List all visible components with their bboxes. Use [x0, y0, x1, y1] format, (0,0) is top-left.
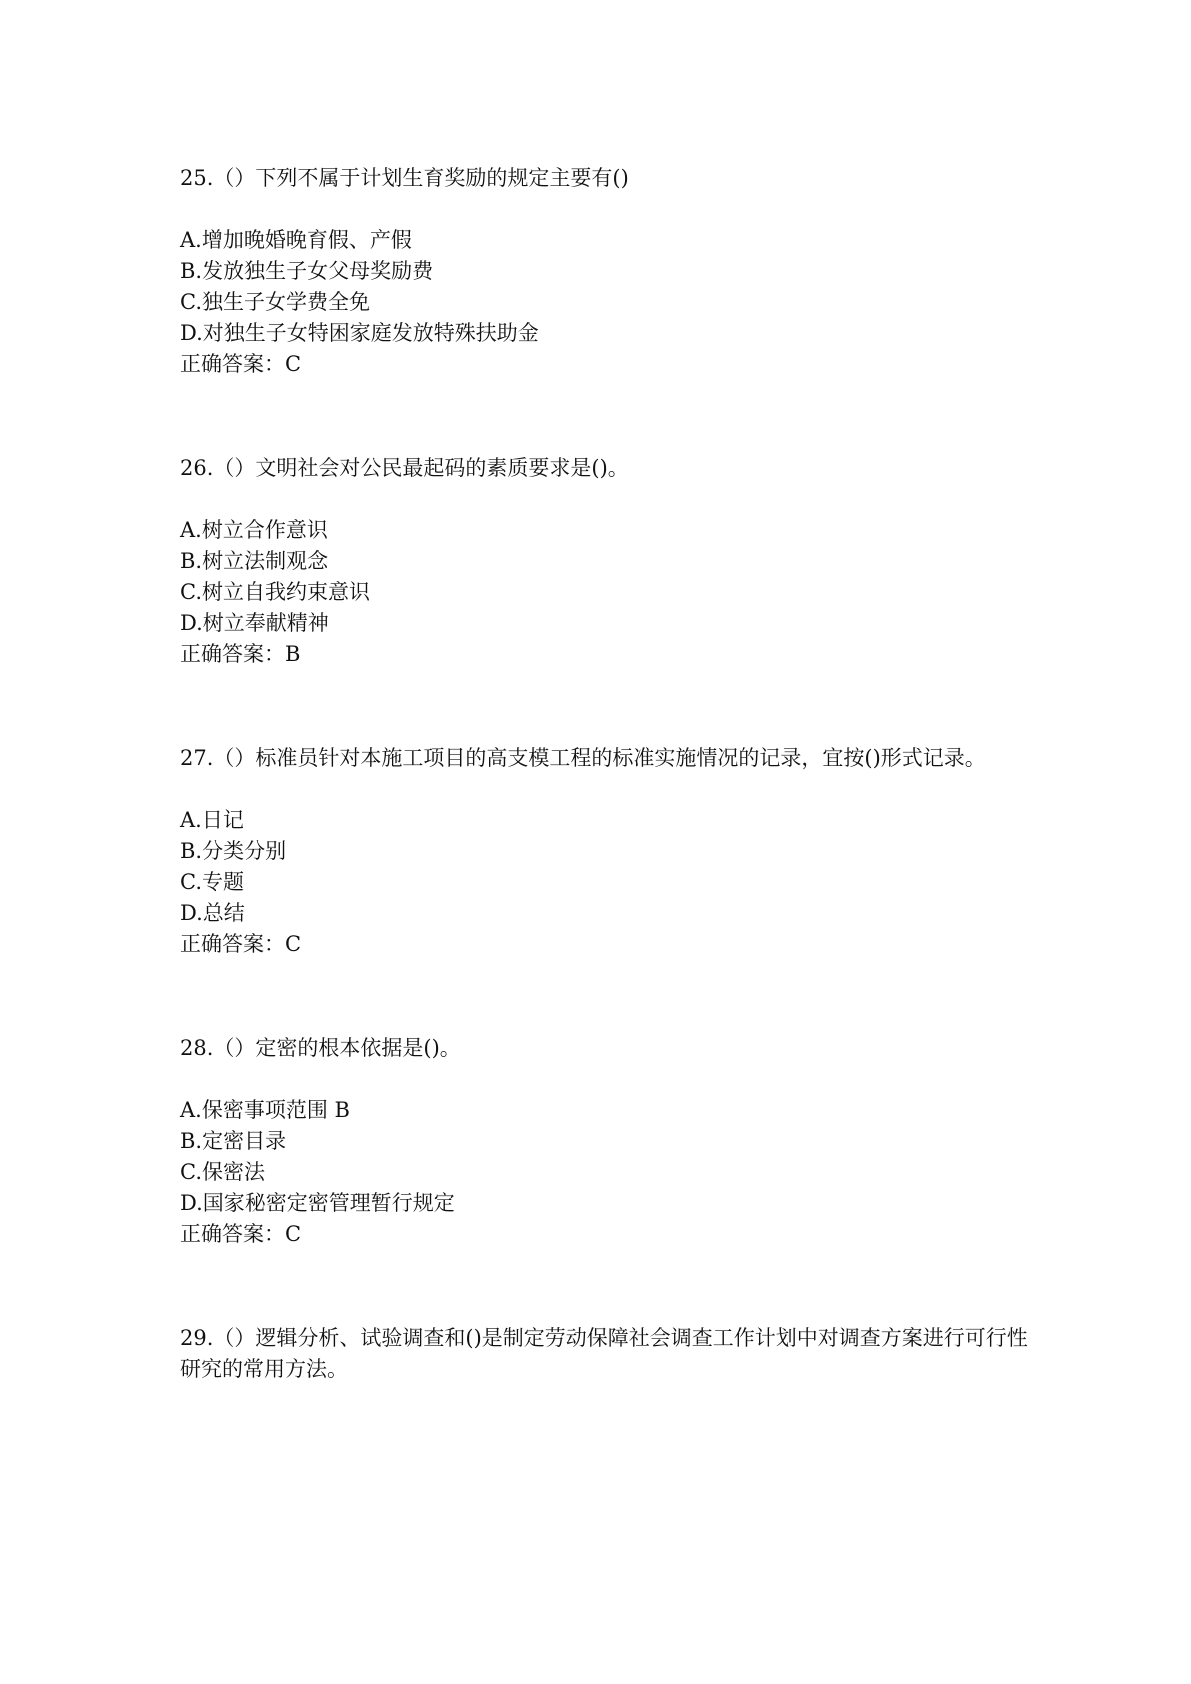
option-c: C.保密法 [180, 1160, 265, 1184]
option-b: B.定密目录 [180, 1129, 287, 1153]
option-list [180, 225, 1040, 349]
correct-answer: 正确答案：C [180, 932, 302, 956]
option-c: C.独生子女学费全免 [180, 290, 370, 314]
option-list [180, 1095, 1040, 1219]
option-b: B.分类分别 [180, 839, 287, 863]
question-27 [180, 743, 1040, 960]
question-28 [180, 1033, 1040, 1250]
option-d: D.树立奉献精神 [180, 611, 329, 635]
option-a: A.增加晚婚晚育假、产假 [180, 228, 412, 252]
option-list [180, 805, 1040, 929]
question-stem: 29.（）逻辑分析、试验调查和()是制定劳动保障社会调查工作计划中对调查方案进行可行性研究的常用方法。 [180, 1326, 1028, 1381]
option-c: C.专题 [180, 870, 244, 894]
option-b: B.发放独生子女父母奖励费 [180, 259, 434, 283]
option-d: D.总结 [180, 901, 245, 925]
option-list [180, 515, 1040, 639]
correct-answer: 正确答案：B [180, 642, 301, 666]
option-a: A.树立合作意识 [180, 518, 328, 542]
option-a: A.日记 [180, 808, 244, 832]
option-d: D.对独生子女特困家庭发放特殊扶助金 [180, 321, 539, 345]
correct-answer: 正确答案：C [180, 1222, 302, 1246]
question-25 [180, 163, 1040, 380]
question-stem: 25.（）下列不属于计划生育奖励的规定主要有() [180, 166, 629, 190]
question-stem: 26.（）文明社会对公民最起码的素质要求是()。 [180, 456, 629, 480]
question-stem: 28.（）定密的根本依据是()。 [180, 1036, 461, 1060]
question-29 [180, 1323, 1040, 1416]
question-stem: 27.（）标准员针对本施工项目的高支模工程的标准实施情况的记录，宜按()形式记录。 [180, 746, 986, 770]
question-26 [180, 453, 1040, 670]
option-a: A.保密事项范围 B [180, 1098, 350, 1122]
option-d: D.国家秘密定密管理暂行规定 [180, 1191, 455, 1215]
option-b: B.树立法制观念 [180, 549, 329, 573]
correct-answer: 正确答案：C [180, 352, 302, 376]
option-c: C.树立自我约束意识 [180, 580, 370, 604]
